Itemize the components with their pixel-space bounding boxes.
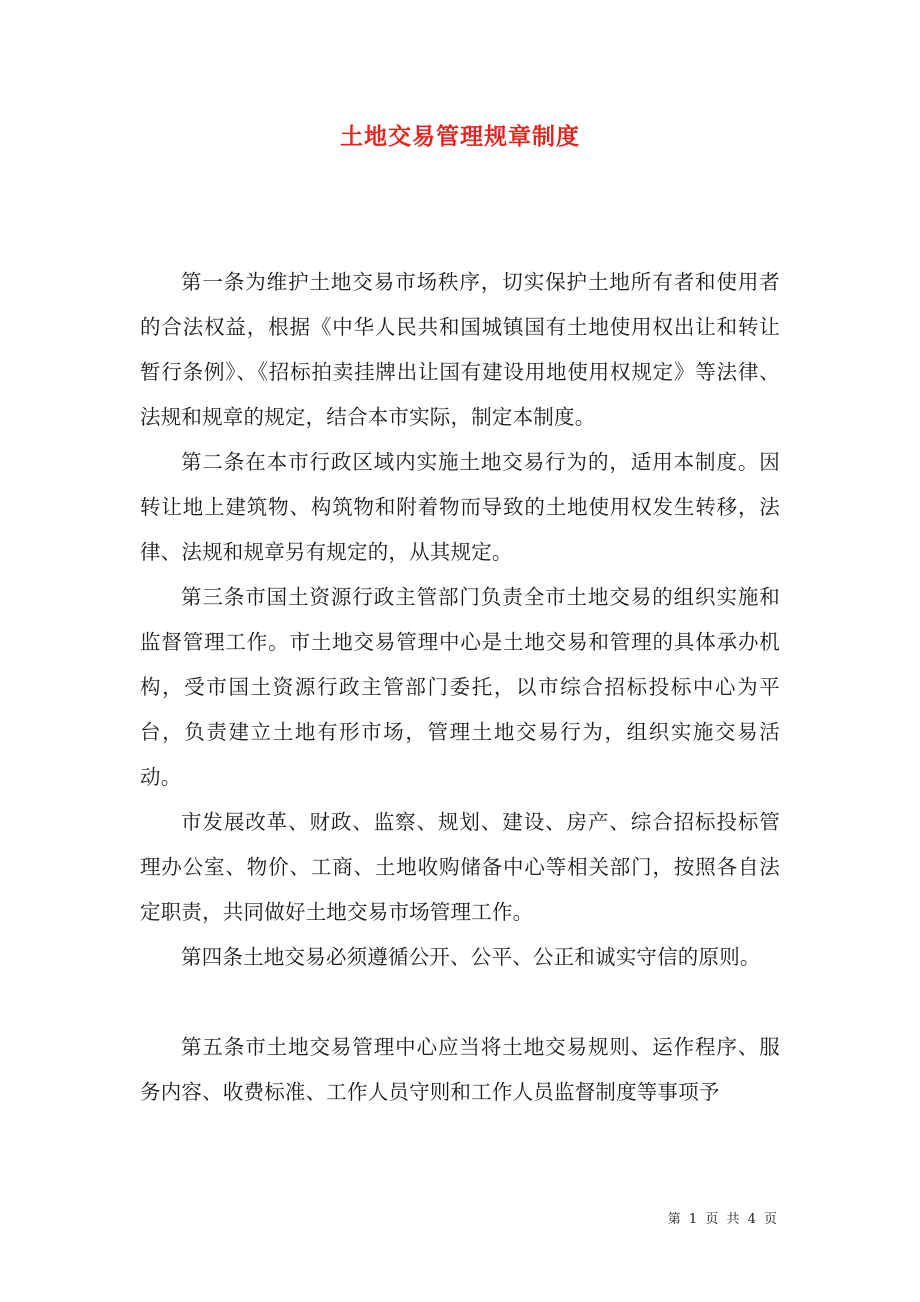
paragraph-article-4: 第四条土地交易必须遵循公开、公平、公正和诚实守信的原则。 — [181, 945, 761, 969]
paragraph-article-3-continued: 市发展改革、财政、监察、规划、建设、房产、综合招标投标管理办公室、物价、工商、土地收购储备中心等相关部门，按照各自法定职责，共同做好土地交易市场管理工作。 — [140, 810, 780, 924]
page-number-footer: 第 1 页 共 4 页 — [667, 1212, 779, 1227]
paragraph-article-5: 第五条市土地交易管理中心应当将土地交易规则、运作程序、服务内容、收费标准、工作人员守则和工作人员监督制度等事项予 — [140, 1035, 780, 1104]
paragraph-article-3: 第三条市国土资源行政主管部门负责全市土地交易的组织实施和监督管理工作。市土地交易管理中心是土地交易和管理的具体承办机构，受市国土资源行政主管部门委托，以市综合招标投标中心为平台，负责建立土地有形市场，管理土地交易行为，组织实施交易活动。 — [140, 585, 780, 789]
document-body — [140, 260, 780, 1115]
paragraph-article-2: 第二条在本市行政区域内实施土地交易行为的，适用本制度。因转让地上建筑物、构筑物和附着物而导致的土地使用权发生转移，法律、法规和规章另有规定的，从其规定。 — [140, 450, 780, 564]
paragraph-article-1: 第一条为维护土地交易市场秩序，切实保护土地所有者和使用者的合法权益，根据《中华人民共和国城镇国有土地使用权出让和转让暂行条例》、《招标拍卖挂牌出让国有建设用地使用权规定》等法律、法规和规章的规定，结合本市实际，制定本制度。 — [140, 270, 780, 429]
document-title: 土地交易管理规章制度 — [340, 123, 580, 150]
